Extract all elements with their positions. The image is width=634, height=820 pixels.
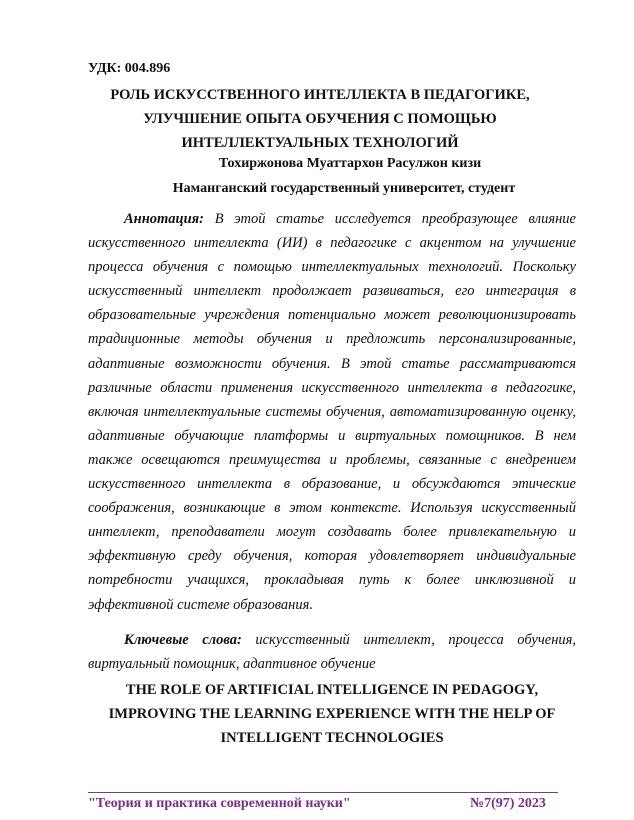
abstract-label: Аннотация: — [124, 211, 204, 227]
keywords — [88, 628, 576, 676]
title-line: IMPROVING THE LEARNING EXPERIENCE WITH THE HELP OF — [108, 706, 556, 722]
keywords-text: искусственный интеллект, процесса обучения, виртуальный помощник, адаптивное обучение — [88, 632, 577, 672]
abstract-text: В этой статье исследуется преобразующее влияние искусственного интеллекта (ИИ) в педагогике с акцентом на улучшение процесса обучения с помощью интеллектуальных технологий. Поскольку искусственный интеллект продолжает развиваться, его интеграция в образовательные учреждения потенциально может революционизировать традиционные методы обучения и предложить персонализированные, адаптивные возможности обучения. В этой статье рассматриваются различные области применения искусственного интеллекта в педагогике, включая интеллектуальные системы обучения, автоматизированную оценку, адаптивные обучающие платформы и виртуальных помощников. В нем также освещаются преимущества и проблемы, связанные с внедрением искусственного интеллекта в образование, и обсуждаются этические соображения, возникающие в этом контексте. Используя искусственный интеллект, преподаватели могут создавать более привлекательную и эффективную среду обучения, которая удовлетворяет индивидуальные потребности учащихся, прокладывая путь к более инклюзивной и эффективной системе образования. — [88, 211, 576, 613]
footer-journal-name: "Теория и практика современной науки" — [88, 796, 351, 811]
title-line: INTELLIGENT TECHNOLOGIES — [220, 730, 444, 746]
title-line: THE ROLE OF ARTIFICIAL INTELLIGENCE IN PEDAGOGY, — [125, 682, 539, 698]
footer-divider — [88, 792, 558, 793]
title-line: УЛУЧШЕНИЕ ОПЫТА ОБУЧЕНИЯ С ПОМОЩЬЮ — [143, 111, 497, 127]
abstract — [88, 207, 576, 617]
title-russian — [90, 83, 550, 155]
footer-issue-number: №7(97) 2023 — [470, 796, 546, 811]
title-english — [88, 678, 576, 750]
keywords-label: Ключевые слова: — [124, 632, 242, 648]
author-name: Тохиржонова Муаттархон Расулжон кизи — [218, 156, 482, 171]
title-line: ИНТЕЛЛЕКТУАЛЬНЫХ ТЕХНОЛОГИЙ — [181, 135, 459, 151]
title-line: РОЛЬ ИСКУССТВЕННОГО ИНТЕЛЛЕКТА В ПЕДАГОГИКЕ, — [110, 87, 530, 103]
udk-code: УДК: 004.896 — [88, 61, 171, 76]
author-affiliation: Наманганский государственный университет, студент — [172, 181, 516, 196]
